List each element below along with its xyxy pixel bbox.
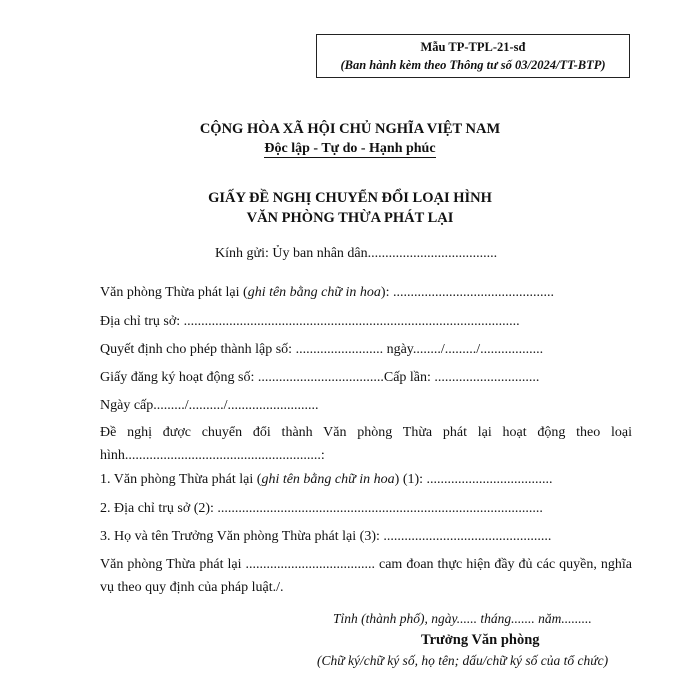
motto-text: Độc lập - Tự do - Hạnh phúc xyxy=(264,141,436,156)
form-issuance-note: (Ban hành kèm theo Thông tư số 03/2024/TT-BTP) xyxy=(340,58,606,72)
document-title-line2: VĂN PHÒNG THỪA PHÁT LẠI xyxy=(246,210,454,226)
registration-line: Giấy đăng ký hoạt động số: ....................................Cấp lần: .............................. xyxy=(100,370,540,385)
address-line: Địa chỉ trụ sở: ................................................................................................ xyxy=(100,314,520,329)
item2-line: 2. Địa chỉ trụ sở (2): ............................................................................................. xyxy=(100,501,543,516)
issue-date-line: Ngày cấp........./........../.......................... xyxy=(100,398,319,413)
nation-name: CỘNG HÒA XÃ HỘI CHỦ NGHĨA VIỆT NAM xyxy=(199,121,501,137)
document-title-line1: GIẤY ĐỀ NGHỊ CHUYỂN ĐỔI LOẠI HÌNH xyxy=(208,190,492,206)
office-name-fill: ): .............................................. xyxy=(380,285,554,300)
item3-line: 3. Họ và tên Trưởng Văn phòng Thừa phát lại (3): ................................................ xyxy=(100,529,552,544)
item1-line xyxy=(100,470,636,490)
office-name-hint: ghi tên bằng chữ in hoa xyxy=(247,285,381,300)
signer-role: Trưởng Văn phòng xyxy=(421,632,540,648)
commitment-paragraph: Văn phòng Thừa phát lại ..................................... cam đoan thực hiện đầy đủ các quyền, nghĩa vụ theo quy định của pháp luật./. xyxy=(100,557,632,595)
item1-hint: ghi tên bằng chữ in hoa xyxy=(261,472,395,487)
place-date-line: Tỉnh (thành phố), ngày...... tháng....... năm......... xyxy=(333,611,592,626)
office-name-label: Văn phòng Thừa phát lại ( xyxy=(100,285,248,300)
office-name-line xyxy=(100,283,636,303)
decision-line: Quyết định cho phép thành lập số: ......................... ngày......../........./.................. xyxy=(100,342,544,357)
signature-note: (Chữ ký/chữ ký số, họ tên; dấu/chữ ký số của tổ chức) xyxy=(317,653,609,668)
motto xyxy=(0,141,700,157)
form-code: Mẫu TP-TPL-21-sđ xyxy=(420,40,526,54)
request-paragraph: Đề nghị được chuyển đổi thành Văn phòng Thừa phát lại hoạt động theo loại hình........................................................: xyxy=(100,425,632,463)
item1-label: 1. Văn phòng Thừa phát lại ( xyxy=(100,472,262,487)
form-code-box xyxy=(316,34,630,78)
recipient-line: Kính gửi: Ủy ban nhân dân..................................... xyxy=(215,246,498,261)
item1-fill: ) (1): .................................... xyxy=(394,472,553,487)
